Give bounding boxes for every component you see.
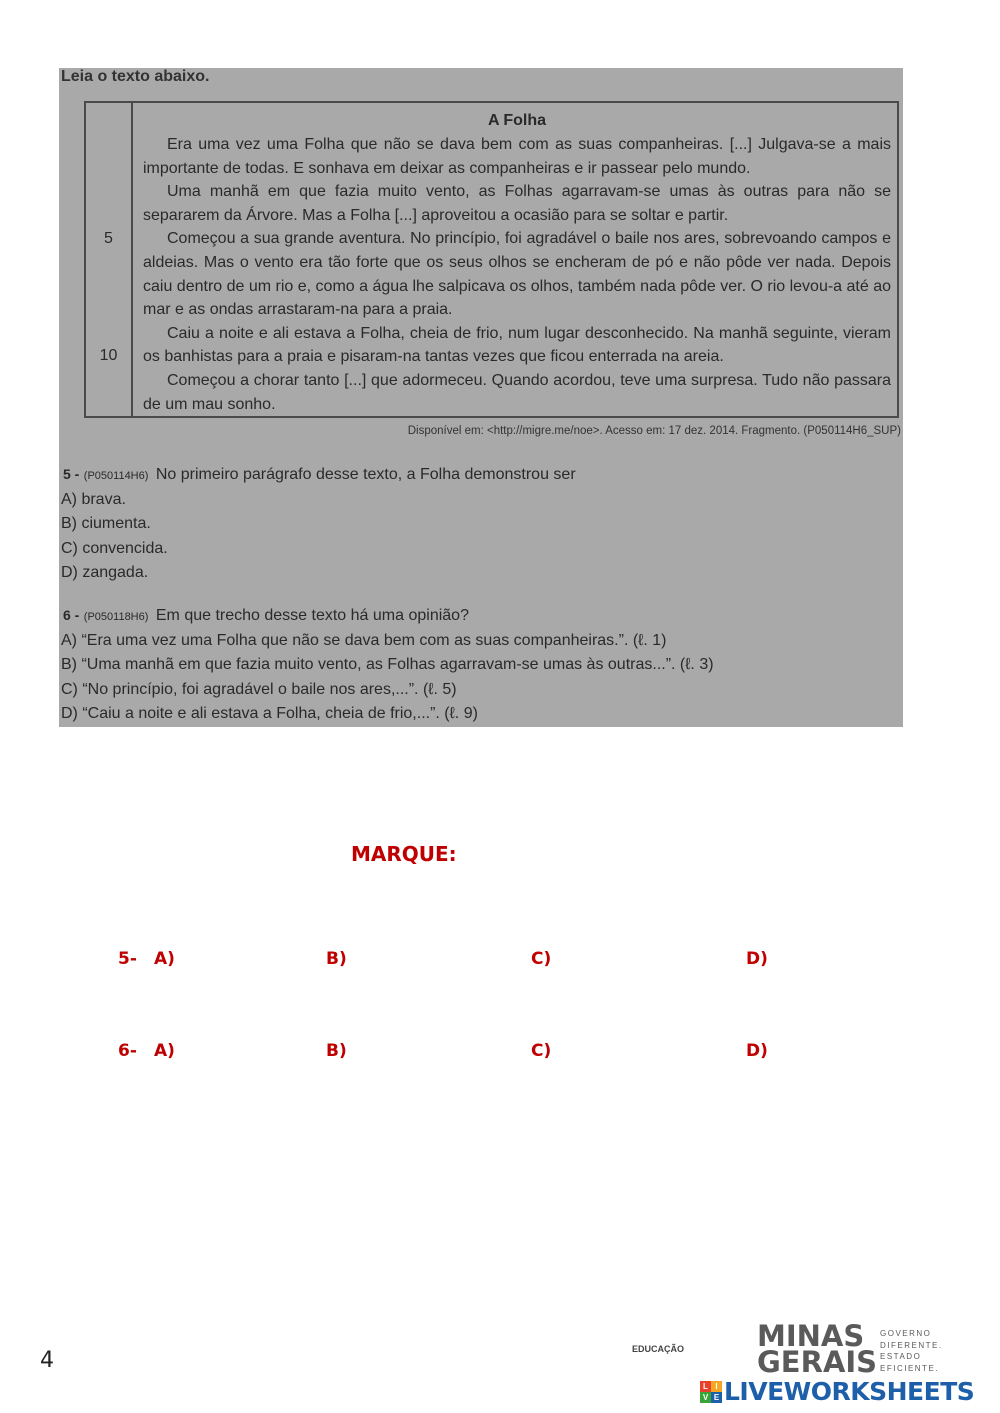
answer-sheet-heading: MARQUE:: [351, 842, 457, 866]
line-number-column: [86, 103, 133, 416]
question-option: A) “Era uma vez uma Folha que não se dava bem com as suas companheiras.”. (ℓ. 1): [61, 632, 667, 650]
scanned-exam-image: [59, 68, 903, 727]
logo-letter: E: [711, 1392, 722, 1403]
passage-paragraph: Uma manhã em que fazia muito vento, as Folhas agarravam-se umas às outras para não se separarem da Árvore. Mas a Folha [...] aproveitou a ocasião para se soltar e partir.: [143, 183, 891, 224]
tagline-line: ESTADO: [880, 1352, 922, 1361]
line-number-10: 10: [99, 347, 118, 364]
logo-minas: MINAS: [757, 1319, 865, 1353]
answer-row-5: [0, 949, 1000, 973]
answer-option-b[interactable]: B): [326, 1041, 347, 1061]
liveworksheets-brand[interactable]: [700, 1378, 995, 1408]
answer-option-d[interactable]: D): [746, 1041, 768, 1061]
educacao-label: EDUCAÇÃO: [632, 1344, 685, 1354]
question-prompt: No primeiro parágrafo desse texto, a Folha demonstrou ser: [155, 466, 576, 483]
instruction-heading: Leia o texto abaixo.: [61, 68, 210, 85]
source-citation: Disponível em: <http://migre.me/noe>. Acesso em: 17 dez. 2014. Fragmento. (P050114H6_SUP): [407, 425, 901, 437]
minas-gerais-logo: [757, 1319, 878, 1379]
question-prompt: Em que trecho desse texto há uma opinião?: [155, 607, 469, 624]
answer-option-a[interactable]: A): [154, 949, 175, 969]
passage-paragraph: Era uma vez uma Folha que não se dava bem com as suas companheiras. [...] Julgava-se a mais importante de todas. E sonhava em deixar as companheiras e ir passear pelo mundo.: [143, 136, 891, 177]
question-header: [61, 462, 891, 488]
question-code: (P050118H6): [83, 611, 149, 623]
passage-title: A Folha: [487, 112, 547, 129]
answer-row-label: 6-: [118, 1041, 137, 1061]
logo-letter: L: [700, 1381, 711, 1392]
question-option: B) “Uma manhã em que fazia muito vento, as Folhas agarravam-se umas às outras...”. (ℓ. 3): [61, 656, 714, 674]
passage-paragraph: Começou a sua grande aventura. No princípio, foi agradável o baile nos ares, sobrevoando campos e aldeias. Mas o vento era tão forte que os seus olhos se encheram de pó e não pôde ver nada. Depois caiu dentro de um rio e, como a água lhe salpicava os olhos, também nada pôde ver. O rio levou-a até ao mar e as ondas arrastaram-na para a praia.: [143, 230, 891, 319]
government-tagline: [880, 1328, 943, 1374]
logo-gerais: GERAIS: [757, 1345, 878, 1379]
question-header: [61, 603, 891, 629]
liveworksheets-wordmark: LIVEWORKSHEETS: [724, 1377, 975, 1406]
liveworksheets-logo-icon: [700, 1381, 722, 1403]
line-number-5: 5: [104, 230, 113, 247]
question-option: C) convencida.: [61, 539, 168, 557]
answer-option-b[interactable]: B): [326, 949, 347, 969]
question-5: [61, 462, 891, 585]
passage-paragraph: Caiu a noite e ali estava a Folha, cheia de frio, num lugar desconhecido. Na manhã seguinte, vieram os banhistas para a praia e pisaram-na tantas vezes que ficou enterrada na areia.: [143, 324, 891, 366]
question-option: D) “Caiu a noite e ali estava a Folha, cheia de frio,...”. (ℓ. 9): [61, 704, 478, 722]
answer-option-d[interactable]: D): [746, 949, 768, 969]
answer-option-c[interactable]: C): [531, 949, 552, 969]
question-option: C) “No princípio, foi agradável o baile nos ares,...”. (ℓ. 5): [61, 680, 457, 698]
logo-letter: V: [700, 1392, 711, 1403]
question-number: 5 -: [63, 466, 80, 482]
answer-option-c[interactable]: C): [531, 1041, 552, 1061]
passage-paragraph: Começou a chorar tanto [...] que adormeceu. Quando acordou, teve uma surpresa. Tudo não passara de um mau sonho.: [143, 371, 891, 413]
question-6: [61, 603, 891, 726]
passage-box: [84, 101, 899, 418]
tagline-line: GOVERNO: [880, 1329, 932, 1338]
tagline-line: DIFERENTE.: [880, 1340, 943, 1350]
question-code: (P050114H6): [83, 470, 149, 482]
question-number: 6 -: [63, 607, 80, 623]
tagline-line: EFICIENTE.: [880, 1363, 940, 1373]
logo-letter: I: [711, 1381, 722, 1392]
question-option: B) ciumenta.: [61, 515, 151, 533]
answer-row-label: 5-: [118, 949, 137, 969]
page-number: 4: [40, 1348, 54, 1373]
passage-text: [143, 109, 891, 416]
answer-row-6: [0, 1041, 1000, 1065]
question-option: D) zangada.: [61, 563, 149, 581]
answer-option-a[interactable]: A): [154, 1041, 175, 1061]
question-option: A) brava.: [61, 491, 126, 509]
